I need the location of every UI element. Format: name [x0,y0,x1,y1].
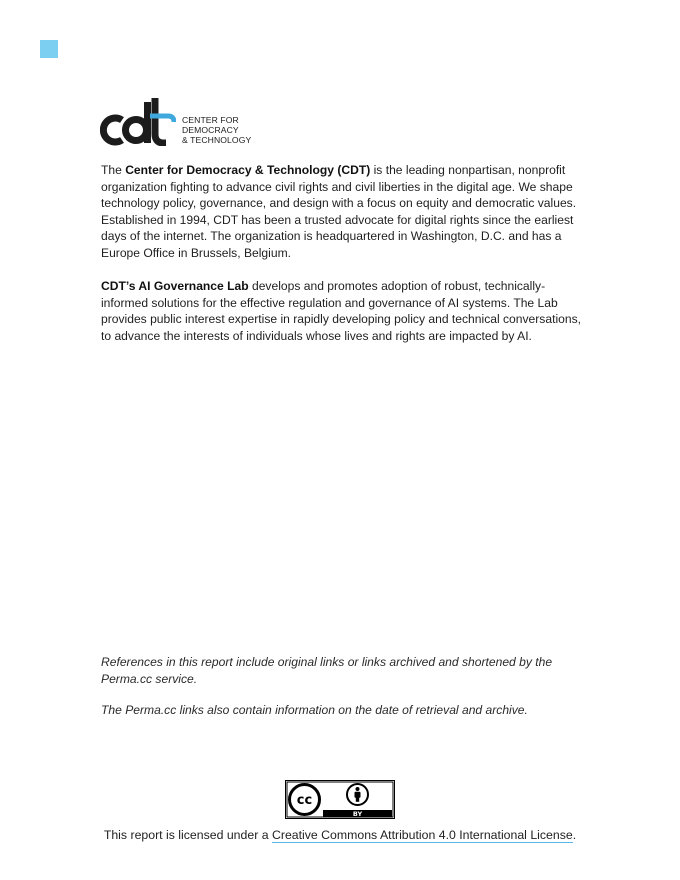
about-cdt-lead: The [101,163,126,177]
cc-by-text: BY [352,809,363,818]
license-text: This report is licensed under a [103,828,272,842]
about-lab-paragraph [101,278,581,344]
cdt-wordmark-icon [100,96,176,146]
references-note: References in this report include original links or links archived and shortened by the Perma.cc service. [101,655,553,686]
about-cdt-paragraph [101,162,581,262]
about-cdt-org-name: Center for Democracy & Technology (CDT) [125,163,371,177]
cdt-logo [100,96,251,146]
about-section [101,162,581,361]
about-cdt-text: is the leading nonpartisan, nonprofit organization fighting to advance civil rights and civil liberties in the digital age. We shape technology policy, governance, and design with a focus on equity and democratic values. Established in 1994, CDT has been a trusted advocate for digital rights since the earliest days of the internet. The organization is headquartered in Washington, D.C. and has a Europe Office in Brussels, Belgium. [101,163,577,260]
references-notes [101,654,591,734]
about-lab-name: CDT’s AI Governance Lab [101,279,249,294]
creative-commons-by-badge[interactable] [285,780,395,819]
cc-logo-text: cc [296,793,313,808]
cc-icon [290,785,320,815]
logo-line-1: CENTER FOR [182,115,239,125]
perma-note: The Perma.cc links also contain information on the date of retrieval and archive. [101,703,528,718]
attribution-person-icon [347,784,368,805]
license-period: . [572,828,577,842]
about-lab-text: develops and promotes adoption of robust, technically-informed solutions for the effective regulation and governance of AI systems. The Lab provides public interest expertise in rapidly developing policy and technical conversations, to advance the interests of individuals whose lives and rights are impacted by AI. [101,279,581,343]
license-link[interactable]: Creative Commons Attribution 4.0 International License [271,828,573,842]
license-statement [0,827,680,843]
logo-line-2: DEMOCRACY [182,125,239,135]
logo-line-3: & TECHNOLOGY [182,135,252,145]
corner-accent-square [40,40,58,58]
